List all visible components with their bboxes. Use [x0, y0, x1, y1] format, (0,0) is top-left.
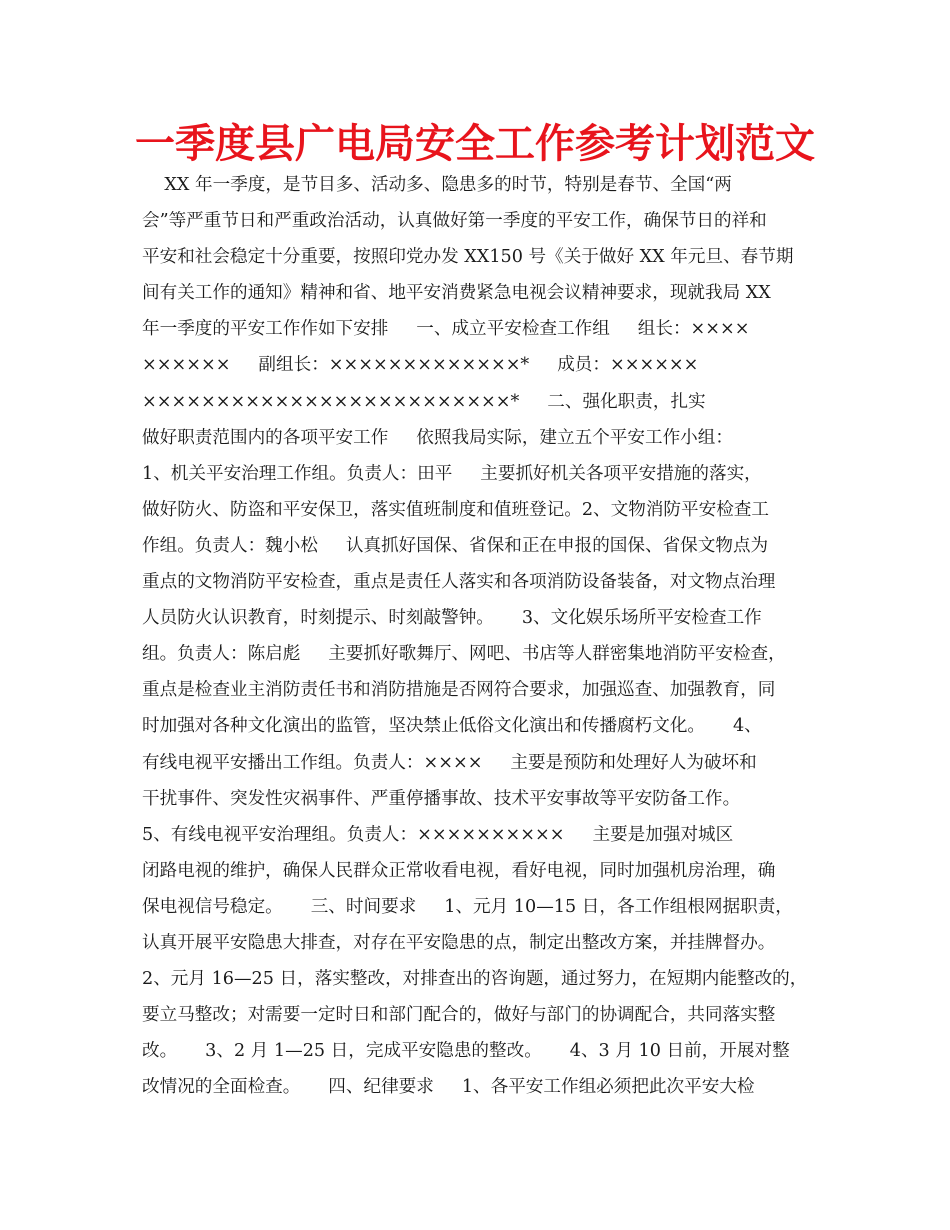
- body-line: 做好防火、防盗和平安保卫，落实值班制度和值班登记。2、文物消防平安检查工: [142, 499, 769, 520]
- body-line: 平安和社会稳定十分重要，按照印党办发 XX150 号《关于做好 XX 年元旦、春节期: [142, 247, 794, 268]
- body-line: 改。 3、2 月 1—25 日，完成平安隐患的整改。 4、3 月 10 日前，开展对整: [142, 1041, 790, 1062]
- body-line: 干扰事件、突发性灾祸事件、严重停播事故、技术平安事故等平安防备工作。: [142, 788, 741, 809]
- body-line: XX 年一季度，是节目多、活动多、隐患多的时节，特别是春节、全国“两: [142, 175, 732, 195]
- body-line: ×××××× 副组长：×××××××××××××* 成员：××××××: [142, 355, 699, 376]
- body-line: 保电视信号稳定。 三、时间要求 1、元月 10—15 日，各工作组根网据职责，: [142, 896, 793, 917]
- body-line: 组。负责人：陈启彪 主要抓好歌舞厅、网吧、书店等人群密集地消防平安检查，: [142, 644, 786, 665]
- body-line: 做好职责范围内的各项平安工作 依照我局实际，建立五个平安工作小组：: [142, 427, 733, 448]
- body-line: 1、机关平安治理工作组。负责人：田平 主要抓好机关各项平安措施的落实，: [142, 463, 762, 484]
- body-line: 有线电视平安播出工作组。负责人：×××× 主要是预防和处理好人为破坏和: [142, 752, 757, 773]
- body-line: ×××××××××××××××××××××××××* 二、强化职责，扎实: [142, 391, 706, 412]
- body-line: 间有关工作的通知》精神和省、地平安消费紧急电视会议精神要求，现就我局 XX: [142, 283, 771, 304]
- body-line: 时加强对各种文化演出的监管，坚决禁止低俗文化演出和传播腐朽文化。 4、: [142, 716, 762, 737]
- document-body: [142, 167, 822, 1105]
- document-title: 一季度县广电局安全工作参考计划范文: [135, 121, 815, 167]
- body-line: 改情况的全面检查。 四、纪律要求 1、各平安工作组必须把此次平安大检: [142, 1077, 755, 1098]
- body-line: 年一季度的平安工作作如下安排 一、成立平安检查工作组 组长：××××: [142, 319, 750, 340]
- body-line: 闭路电视的维护，确保人民群众正常收看电视，看好电视，同时加强机房治理，确: [142, 860, 776, 881]
- body-line: 2、元月 16—25 日，落实整改，对排查出的咨询题，通过努力，在短期内能整改的，: [142, 969, 808, 990]
- body-line: 重点的文物消防平安检查，重点是责任人落实和各项消防设备装备，对文物点治理: [142, 572, 776, 593]
- body-line: 人员防火认识教育，时刻提示、时刻敲警钟。 3、文化娱乐场所平安检查工作: [142, 608, 762, 629]
- body-line: 会”等严重节日和严重政治活动，认真做好第一季度的平安工作，确保节日的祥和: [142, 211, 767, 232]
- body-line: 要立马整改；对需要一定时日和部门配合的，做好与部门的协调配合，共同落实整: [142, 1005, 776, 1026]
- body-line: 5、有线电视平安治理组。负责人：×××××××××× 主要是加强对城区: [142, 824, 734, 845]
- body-line: 作组。负责人：魏小松 认真抓好国保、省保和正在申报的国保、省保文物点为: [142, 535, 769, 556]
- body-line: 重点是检查业主消防责任书和消防措施是否网符合要求，加强巡查、加强教育，同: [142, 680, 776, 701]
- body-line: 认真开展平安隐患大排查，对存在平安隐患的点，制定出整改方案，并挂牌督办。: [142, 932, 776, 953]
